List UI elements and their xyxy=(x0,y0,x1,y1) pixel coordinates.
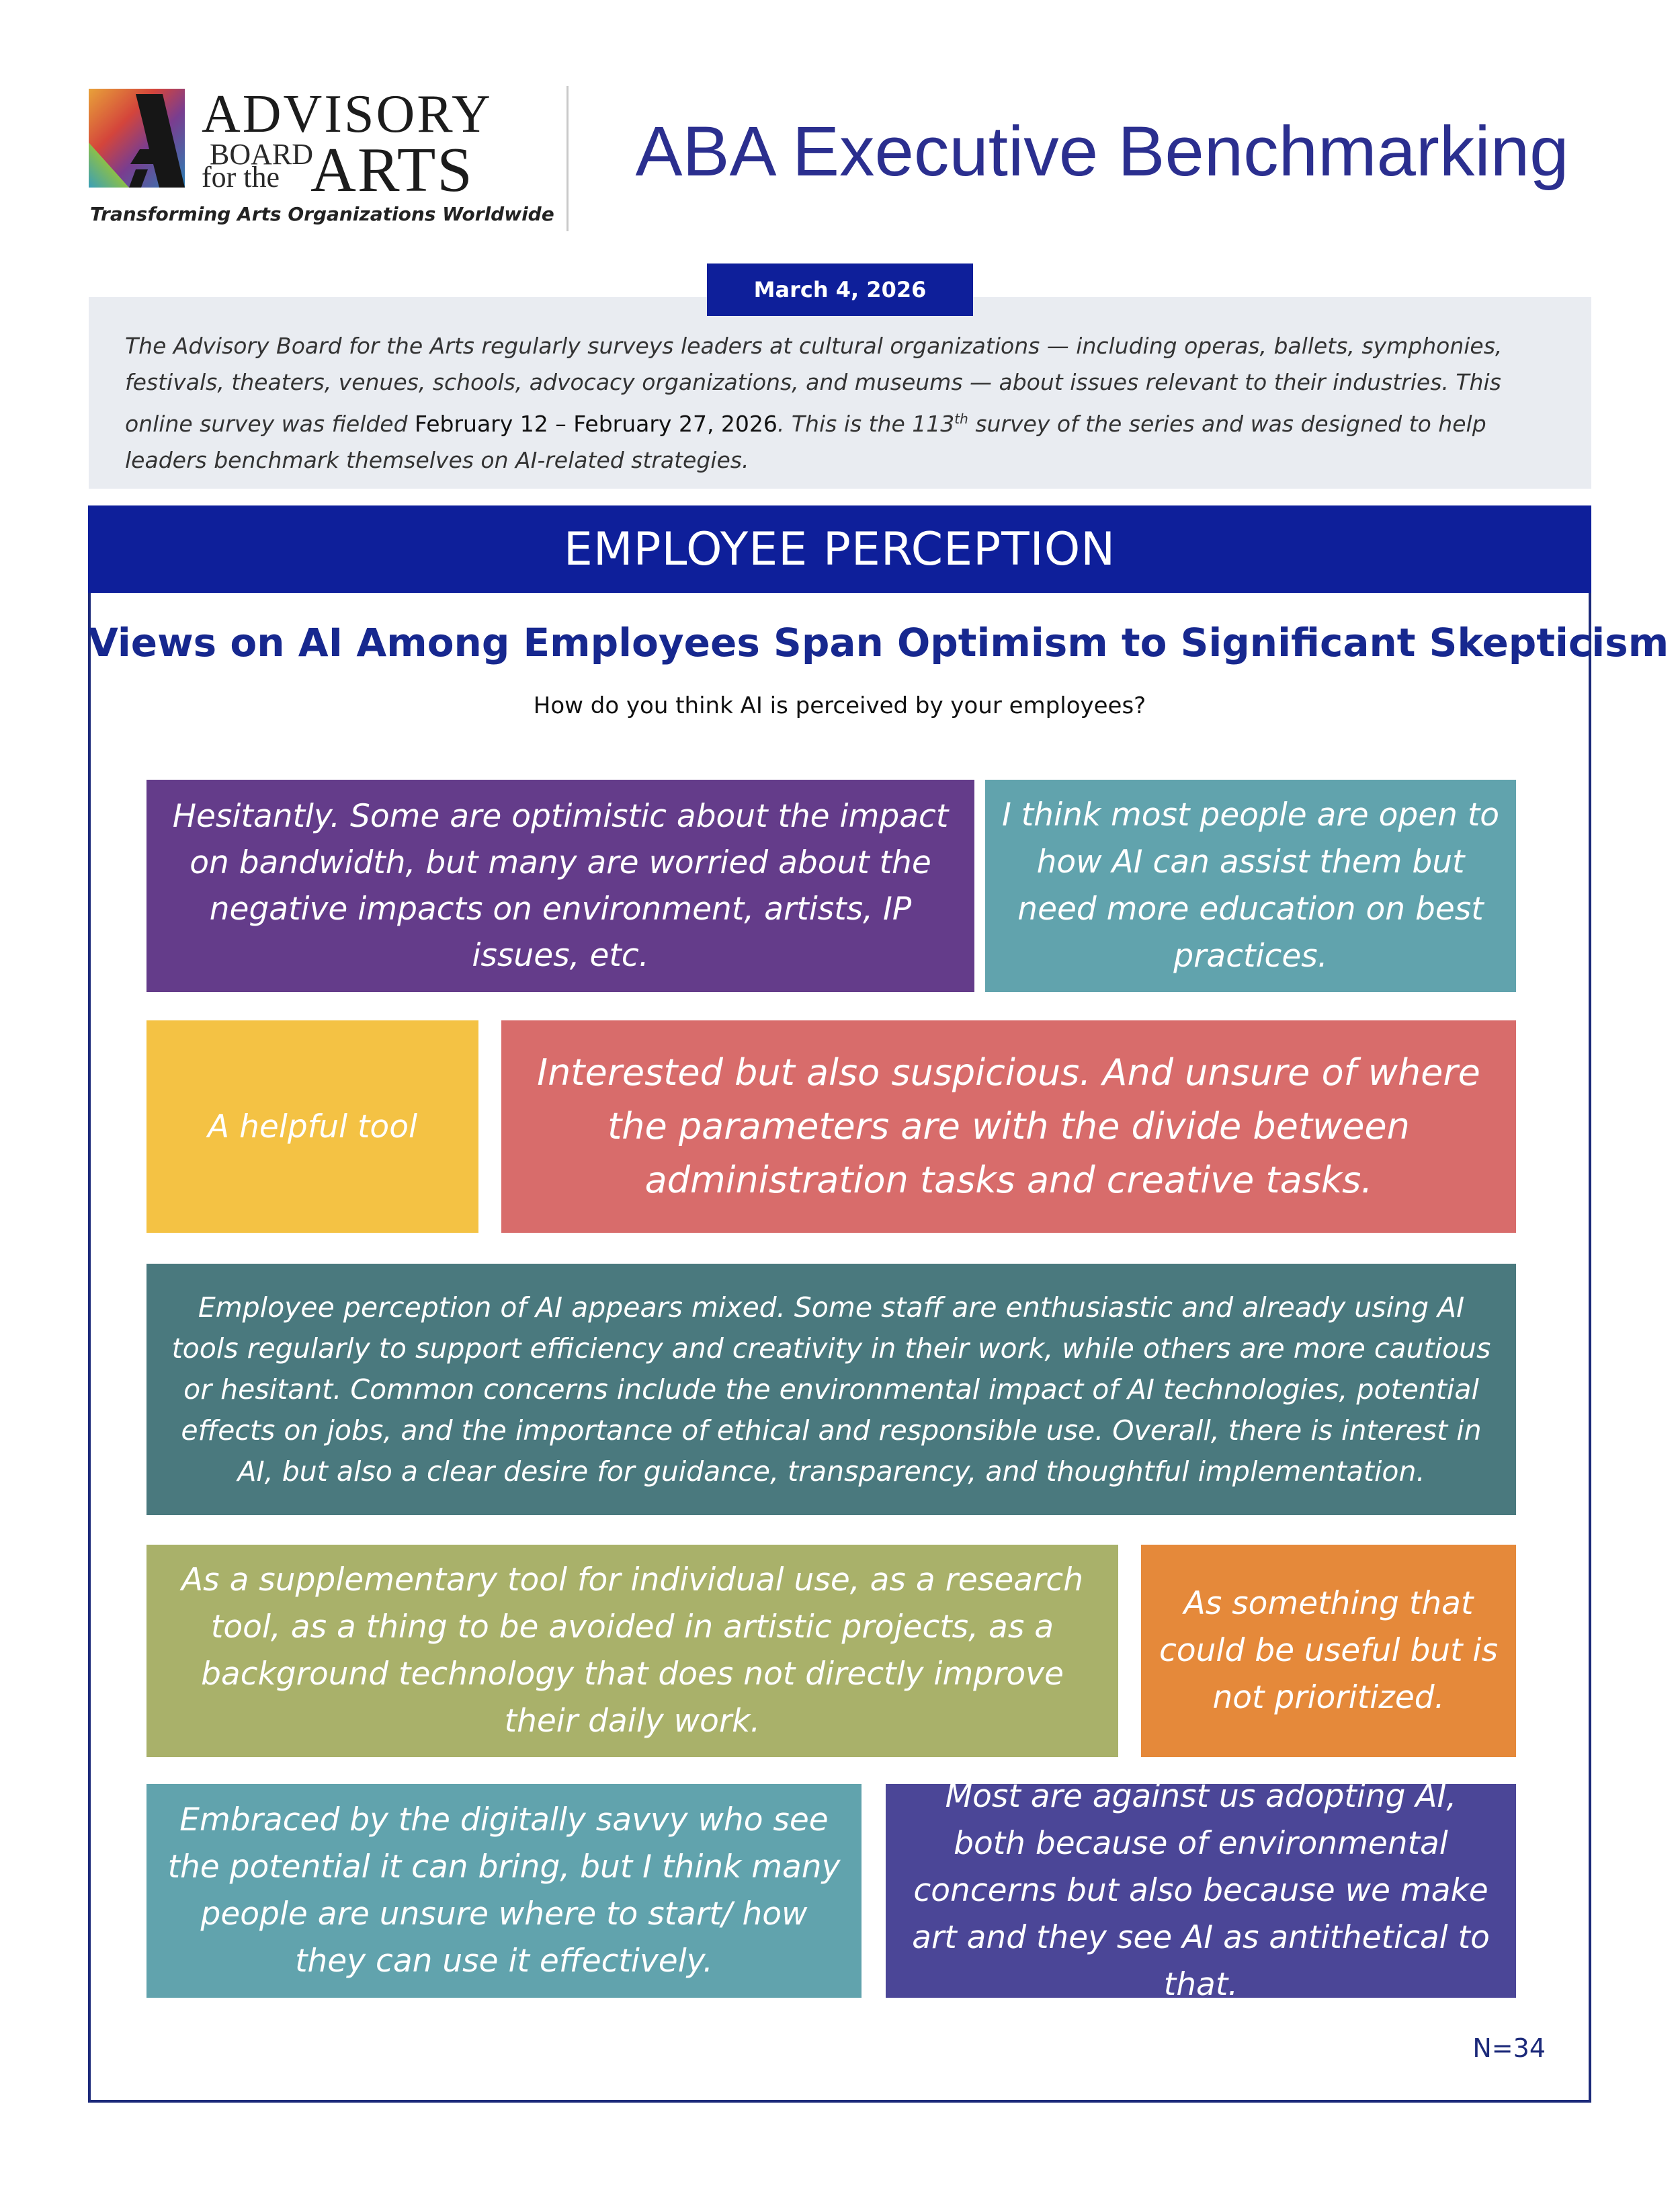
logo-word-arts: ARTS xyxy=(310,135,474,205)
quote-card: As something that could be useful but is not prioritized. xyxy=(1141,1545,1516,1757)
section-header: EMPLOYEE PERCEPTION xyxy=(88,505,1591,593)
aba-logo-mark-icon xyxy=(89,89,185,188)
intro-text xyxy=(125,328,1570,479)
quote-card: Hesitantly. Some are optimistic about the impact on bandwidth, but many are worried about the negative impacts on environment, artists, IP issues, etc. xyxy=(146,780,974,992)
quote-card: I think most people are open to how AI can assist them but need more education on best practices. xyxy=(985,780,1516,992)
logo-word-for-the: for the xyxy=(202,161,280,194)
aba-logo xyxy=(89,85,554,235)
quote-card: As a supplementary tool for individual use, as a research tool, as a thing to be avoided in artistic projects, as a background technology that does not directly improve their daily work. xyxy=(146,1545,1118,1757)
quote-card: Employee perception of AI appears mixed. Some staff are enthusiastic and already using AI tools regularly to support efficiency and creativity in their work, while others are more cautious or hesitant. Common concerns include the environmental impact of AI technologies, potential effects on jobs, and the importance of ethical and responsible use. Overall, there is interest in AI, but also a clear desire for guidance, transparency, and thoughtful implementation. xyxy=(146,1264,1516,1515)
logo-tagline: Transforming Arts Organizations Worldwide xyxy=(90,203,554,225)
quote-card: Embraced by the digitally savvy who see the potential it can bring, but I think many people are unsure where to start/ how they can use it effectively. xyxy=(146,1784,862,1998)
quote-card: Interested but also suspicious. And unsure of where the parameters are with the divide between administration tasks and creative tasks. xyxy=(501,1020,1516,1233)
survey-question: How do you think AI is perceived by your employees? xyxy=(533,692,1146,719)
section-subtitle: Views on AI Among Employees Span Optimism to Significant Skepticism xyxy=(88,620,1669,665)
logo-word-board: BOARD xyxy=(210,138,314,171)
intro-text-part3: survey of the series and was designed to help leaders benchmark themselves on AI-related strategies. xyxy=(125,411,1486,473)
intro-text-part1: The Advisory Board for the Arts regularly surveys leaders at cultural organizations — including operas, ballets, symphonies, festivals, theaters, venues, schools, advocacy organizations, and museums — about issues relevant to their industries. This online survey was fielded xyxy=(125,333,1503,437)
page-title: ABA Executive Benchmarking xyxy=(635,112,1569,191)
logo-word-advisory: ADVISORY xyxy=(202,85,493,144)
intro-text-part2: . This is the 113 xyxy=(777,411,955,437)
header-divider xyxy=(566,86,569,231)
intro-ordinal-suffix: th xyxy=(954,411,968,427)
quote-card: A helpful tool xyxy=(146,1020,478,1233)
intro-survey-dates: February 12 – February 27, 2026 xyxy=(415,411,778,437)
sample-size-label: N=34 xyxy=(1472,2033,1546,2063)
date-badge: March 4, 2026 xyxy=(707,263,973,316)
quote-card: Most are against us adopting AI, both because of environmental concerns but also because we make art and they see AI as antithetical to that. xyxy=(886,1784,1516,1998)
